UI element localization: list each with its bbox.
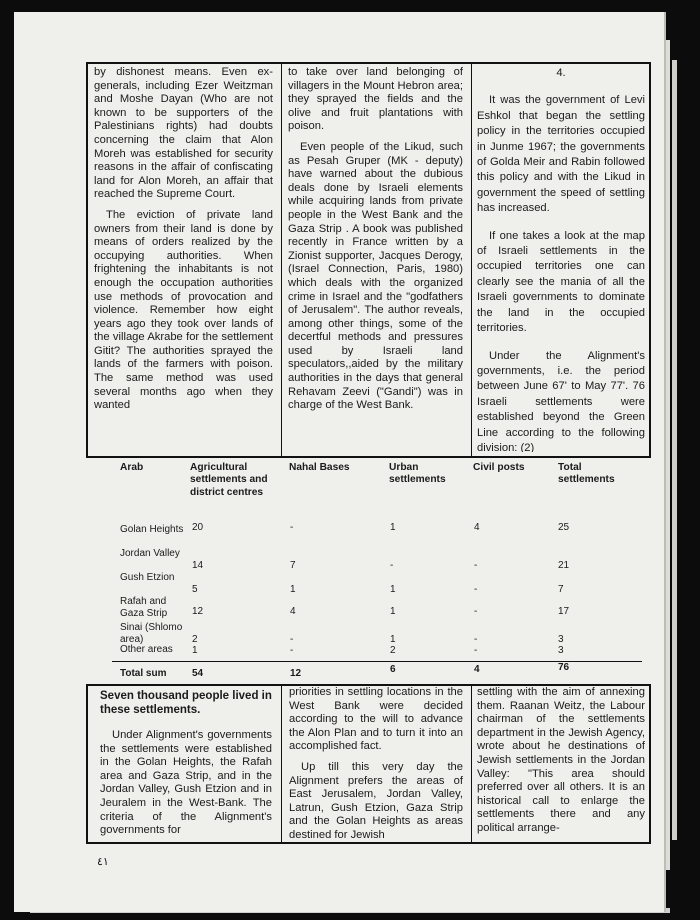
table-cell-agricultural: 14 xyxy=(192,560,204,571)
paragraph: If one takes a look at the map of Israeli settlements in the occupied territories one can clearly see the mania of all the Israeli governments to dominate the land in the occupied territories. xyxy=(477,229,645,335)
upper-column-2 xyxy=(288,66,463,452)
paragraph: priorities in settling locations in the West Bank were decided according to the will to advance the Alon Plan and to turn it into an accomplished fact. xyxy=(289,686,463,753)
upper-column-rule-2 xyxy=(471,64,472,456)
paragraph: Up till this very day the Alignment prefers the areas of East Jerusalem, Jordan Valley, Latrun, Gush Etzion, Gaza Strip and the Golan Heights as areas destined for Jewish xyxy=(289,760,463,840)
table-cell-civil: - xyxy=(474,584,478,595)
paragraph: It was the government of Levi Eshkol that began the settling policy in the territories occupied in Junme 1967; the governments of Golda Meir and Rabin followed this policy and with the Likud in government the speed of settling has increased. xyxy=(477,94,645,215)
total-urban: 6 xyxy=(390,664,396,675)
upper-column-3 xyxy=(477,66,645,452)
table-header-nahal: Nahal Bases xyxy=(289,462,350,473)
table-cell-nahal: 4 xyxy=(290,606,296,617)
table-cell-agricultural: 12 xyxy=(192,606,204,617)
table-cell-nahal: - xyxy=(290,645,294,656)
table-cell-region: Other areas xyxy=(120,644,173,655)
table-header-urban: Urban settlements xyxy=(389,462,446,486)
table-cell-civil: - xyxy=(474,634,478,645)
table-header-region: Arab xyxy=(120,462,144,473)
table-cell-agricultural: 1 xyxy=(192,645,198,656)
table-cell-region: Sinai (Shlomo area) xyxy=(120,622,183,645)
underlying-page-edge-2 xyxy=(672,60,677,840)
section-heading: Seven thousand people lived in these settlements. xyxy=(100,690,272,716)
table-cell-agricultural: 2 xyxy=(192,634,198,645)
table-header-agricultural: Agricultural settlements and district centres xyxy=(190,462,268,498)
paragraph: Under Alignment's governments the settlements were established in the Golan Heights, the Rafah area and Gaza Strip, and in the Jordan Valley, Gush Etzion and in Jeuralem in the West-Bank. The criteria of the Alignment's governments for xyxy=(100,729,272,837)
table-cell-civil: 4 xyxy=(474,522,480,533)
table-cell-urban: - xyxy=(390,560,394,571)
total-total: 76 xyxy=(558,662,570,673)
section-number: 4. xyxy=(556,67,566,79)
table-cell-total: 7 xyxy=(558,584,564,595)
lower-column-3 xyxy=(477,686,645,840)
paragraph: Under the Alignment's governments, i.e. the period between June 67' to May 77'. 76 Israeli settlements were established beyond the Green Line according to the following division: (2) xyxy=(477,349,645,452)
lower-column-rule-1 xyxy=(281,686,282,842)
table-cell-region: Golan Heights xyxy=(120,524,184,535)
lower-column-2 xyxy=(289,686,463,840)
table-cell-agricultural: 5 xyxy=(192,584,198,595)
paragraph: Even people of the Likud, such as Pesah Gruper (MK - deputy) have warned about the dubious deals done by Israeli elements while acquiring lands from private people in the West Bank and the Gaza Strip . A book was published recently in France written by a Zionist supporter, Jacques Derogy, (Israel Connection, Paris, 1980) which deals with the organized crime in Israel and the "godfathers of Jerusalem". The author reveals, among other things, some of the decertful methods and pressures used by Israeli land speculators,,aided by the military authorities in the days that general Rehavam Zeevi ("Gandi") was in charge of the West Bank. xyxy=(288,140,463,412)
table-cell-total: 21 xyxy=(558,560,570,571)
total-civil: 4 xyxy=(474,664,480,675)
table-cell-urban: 2 xyxy=(390,645,396,656)
upper-column-rule-1 xyxy=(281,64,282,456)
paragraph: The eviction of private land owners from their land is done by means of orders realized by the occupying authorities. When frightening the inhabitants is not enough the occupation authorities use methods of provocation and violence. Remember how eight years ago they took over lands of the village Akrabe for the settlement Gitit? The authorities sprayed the lands of the farmers with poison. The same method was used several months ago when they wanted xyxy=(94,208,273,412)
table-cell-nahal: - xyxy=(290,634,294,645)
table-cell-total: 3 xyxy=(558,645,564,656)
total-row-label: Total sum xyxy=(120,668,167,679)
table-cell-agricultural: 20 xyxy=(192,522,204,533)
table-cell-nahal: 1 xyxy=(290,584,296,595)
table-cell-urban: 1 xyxy=(390,606,396,617)
table-header-total: Total settlements xyxy=(558,462,615,486)
table-cell-region: Jordan Valley xyxy=(120,548,180,559)
page-number: ٤١ xyxy=(97,856,109,868)
total-agricultural: 54 xyxy=(192,668,204,679)
paragraph: by dishonest means. Even ex-generals, including Ezer Weitzman and Moshe Dayan (Who are not known to be supporters of the Palestinians rights) had doubts concerning the claim that Alon Moreh was established for security reasons in the affair of confiscating land for Alon Moreh, an affair that reached the Supreme Court. xyxy=(94,66,273,201)
table-cell-total: 17 xyxy=(558,606,570,617)
table-cell-nahal: - xyxy=(290,522,294,533)
total-nahal: 12 xyxy=(290,668,302,679)
underlying-page-edge xyxy=(664,40,670,870)
table-cell-nahal: 7 xyxy=(290,560,296,571)
lower-column-rule-2 xyxy=(471,686,472,842)
table-cell-civil: - xyxy=(474,560,478,571)
table-cell-urban: 1 xyxy=(390,584,396,595)
table-cell-urban: 1 xyxy=(390,522,396,533)
upper-column-1 xyxy=(94,66,273,452)
table-cell-urban: 1 xyxy=(390,634,396,645)
table-cell-total: 25 xyxy=(558,522,570,533)
paragraph: to take over land belonging of villagers in the Mount Hebron area; they sprayed the fields and the olive and fruit plantations with poison. xyxy=(288,66,463,133)
lower-column-1 xyxy=(100,689,272,839)
table-cell-civil: - xyxy=(474,645,478,656)
table-cell-total: 3 xyxy=(558,634,564,645)
table-cell-region: Rafah and Gaza Strip xyxy=(120,596,168,619)
table-header-civil: Civil posts xyxy=(473,462,525,473)
table-cell-region: Gush Etzion xyxy=(120,572,175,583)
table-cell-civil: - xyxy=(474,606,478,617)
paragraph: settling with the aim of annexing them. Raanan Weitz, the Labour chairman of the settlements department in the Jewish Agency, wrote about he destinations of Jewish settlements in the Jordan Valley: "This area should preferred over all others. It is an historical call to enlarge the settlements there and any political arrange- xyxy=(477,686,645,834)
